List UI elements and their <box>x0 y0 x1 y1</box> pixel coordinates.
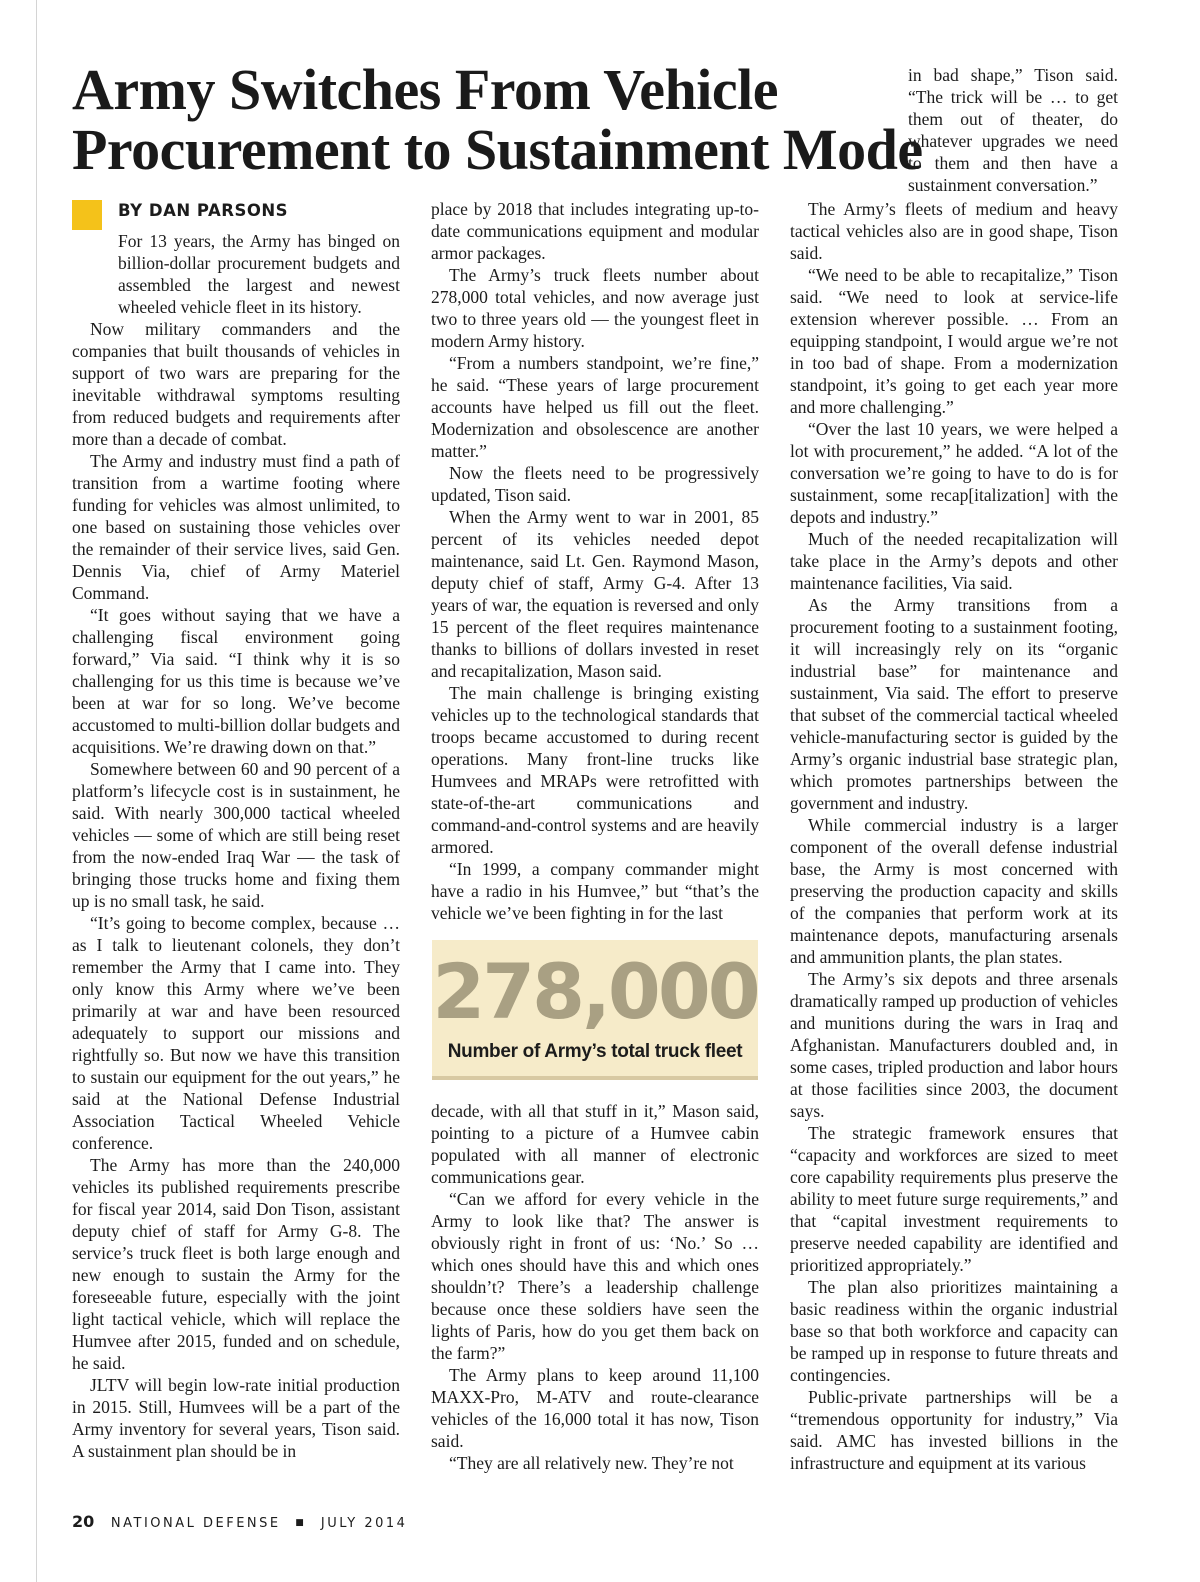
footer-separator: ■ <box>295 1518 307 1528</box>
paragraph: “It goes without saying that we have a challenging fiscal environment going forward,” Via said. “I think why it is so challenging for us this time is because we’ve been at war for so long. We’ve become accustomed to multi-billion dollar budgets and acquisitions. We’re drawing down on that.” <box>72 605 400 757</box>
callout-caption: Number of Army’s total truck fleet <box>447 1041 743 1062</box>
page-footer <box>72 1512 407 1531</box>
paragraph: While commercial industry is a larger component of the overall defense industrial base, the Army is most concerned with preserving the production capacity and skills of the companies that perform work at its maintenance depots, manufacturing arsenals and ammunition plants, the plan states. <box>790 815 1118 967</box>
paragraph: “They are all relatively new. They’re not <box>449 1453 734 1473</box>
headline-line-2: Procurement to Sustainment Mode <box>72 117 923 182</box>
issue-date: JULY 2014 <box>320 1516 408 1531</box>
paragraph: Now military commanders and the companies that built thousands of vehicles in support of two wars are preparing for the inevitable withdrawal symptoms resulting from reduced budgets and requirements after more than a decade of combat. <box>72 319 400 449</box>
page-number: 20 <box>72 1512 95 1531</box>
headline-line-1: Army Switches From Vehicle <box>72 57 778 122</box>
paragraph: The Army plans to keep around 11,100 MAXX-Pro, M-ATV and route-clearance vehicles of the 16,000 total it has now, Tison said. <box>431 1365 759 1451</box>
paragraph: When the Army went to war in 2001, 85 percent of its vehicles needed depot maintenance, said Lt. Gen. Raymond Mason, deputy chief of staff, Army G-4. After 13 years of war, the equation is reversed and only 15 percent of the fleet requires maintenance thanks to billions of dollars invested in reset and recapitalization, Mason said. <box>431 507 759 681</box>
paragraph: Much of the needed recapitalization will take place in the Army’s depots and other maintenance facilities, Via said. <box>790 529 1118 593</box>
paragraph-continued: place by 2018 that includes integrating up-to-date communications equipment and modular armor packages. <box>431 199 759 263</box>
paragraph-continued: decade, with all that stuff in it,” Mason said, pointing to a picture of a Humvee cabin populated with all manner of electronic communications gear. <box>431 1101 759 1187</box>
paragraph: The plan also prioritizes maintaining a basic readiness within the organic industrial base so that both workforce and capacity can be ramped up in response to future threats and contingencies. <box>790 1277 1118 1385</box>
paragraph: Now the fleets need to be progressively updated, Tison said. <box>431 463 759 505</box>
paragraph: “Can we afford for every vehicle in the Army to look like that? The answer is obviously right in front of us: ‘No.’ So … which ones should have this and which ones shouldn’t? There’s a leadership challenge because once these soldiers have seen the lights of Paris, how do you get them back on the farm?” <box>431 1189 759 1363</box>
byline-row <box>72 198 400 230</box>
publication-name: NATIONAL DEFENSE <box>110 1516 281 1531</box>
column-1 <box>72 198 400 1488</box>
byline-marker-square <box>72 200 102 230</box>
paragraph: The Army’s fleets of medium and heavy tactical vehicles also are in good shape, Tison said. <box>790 199 1118 263</box>
stat-callout-box <box>432 940 758 1080</box>
paragraph: The Army’s six depots and three arsenals dramatically ramped up production of vehicles and munitions during the wars in Iraq and Afghanistan. Manufacturers doubled and, in some cases, tripled production and labor hours at those facilities since 2003, the document says. <box>790 969 1118 1121</box>
paragraph: “From a numbers standpoint, we’re fine,” he said. “These years of large procurement accounts have helped us fill out the fleet. Modernization and obsolescence are another matter.” <box>431 353 759 461</box>
paragraph: “We need to be able to recapitalize,” Tison said. “We need to look at service-life extension wherever possible. … From an equipping standpoint, I would argue we’re not in too bad of shape. From a modernization standpoint, it’s going to get each year more and more challenging.” <box>790 265 1118 417</box>
paragraph: The strategic framework ensures that “capacity and workforces are sized to meet core capability requirements plus preserve the ability to meet future surge requirements,” and that “capital investment requirements to preserve needed capability are identified and prioritized appropriately.” <box>790 1123 1118 1275</box>
paragraph: Somewhere between 60 and 90 percent of a platform’s lifecycle cost is in sustainment, he said. With nearly 300,000 tactical wheeled vehicles — some of which are still being reset from the now-ended Iraq War — the task of bringing those trucks home and fixing them up is no small task, he said. <box>72 759 400 911</box>
paragraph: “Over the last 10 years, we were helped a lot with procurement,” he added. “A lot of the conversation we’re going to have to do is for sustainment, some recap[italization] with the depots and industry.” <box>790 419 1118 527</box>
column-2-lower <box>431 1100 759 1488</box>
byline: BY DAN PARSONS <box>118 201 289 220</box>
lead-paragraph: For 13 years, the Army has binged on billion-dollar procurement budgets and assembled the largest and newest wheeled vehicle fleet in its history. <box>118 231 400 317</box>
paragraph: As the Army transitions from a procurement footing to a sustainment footing, it will increasingly rely on its “organic industrial base” for maintenance and sustainment, Via said. The effort to preserve that subset of the commercial tactical wheeled vehicle-manufacturing sector is guided by the Army’s organic industrial base strategic plan, which promotes partnerships between the government and industry. <box>790 595 1118 813</box>
column-2-upper <box>431 198 759 928</box>
paragraph: “In 1999, a company commander might have a radio in his Humvee,” but “that’s the vehicle we’ve been fighting in for the last <box>431 859 759 923</box>
paragraph: The main challenge is bringing existing vehicles up to the technological standards that troops became accustomed to during recent operations. Many front-line trucks like Humvees and MRAPs were retrofitted with state-of-the-art communications and command-and-control systems and are heavily armored. <box>431 683 759 857</box>
paragraph: “It’s going to become complex, because … as I talk to lieutenant colonels, they don’t remember the Army that I came into. They only know this Army where we’ve been primarily at war and have been resourced adequately to support our missions and rightfully so. But now we have this transition to sustain our equipment for the out years,” he said at the National Defense Industrial Association Tactical Wheeled Vehicle conference. <box>72 913 400 1153</box>
paragraph: JLTV will begin low-rate initial production in 2015. Still, Humvees will be a part of the Army inventory for several years, Tison said. A sustainment plan should be in <box>72 1375 400 1461</box>
paragraph: The Army’s truck fleets number about 278,000 total vehicles, and now average just two to three years old — the youngest fleet in modern Army history. <box>431 265 759 351</box>
column-3 <box>790 198 1118 1488</box>
paragraph: The Army has more than the 240,000 vehicles its published requirements prescribe for fiscal year 2014, said Don Tison, assistant deputy chief of staff for Army G-8. The service’s truck fleet is both large enough and new enough to sustain the Army for the foreseeable future, especially with the joint light tactical vehicle, which will replace the Humvee after 2015, funded and on schedule, he said. <box>72 1155 400 1373</box>
page-edge-rule <box>36 0 37 1582</box>
paragraph: The Army and industry must find a path of transition from a wartime footing where funding for vehicles was almost unlimited, to one based on sustaining those vehicles over the remainder of their service lives, said Gen. Dennis Via, chief of Army Materiel Command. <box>72 451 400 603</box>
callout-number: 278,000 <box>432 947 758 1036</box>
article-headline <box>72 57 923 182</box>
paragraph: in bad shape,” Tison said. “The trick will be … to get them out of theater, do whatever upgrades we need to them and then have a sustainment conversation.” <box>908 65 1118 195</box>
column-3-top-continuation <box>908 64 1118 196</box>
paragraph: Public-private partnerships will be a “tremendous opportunity for industry,” Via said. AMC has invested billions in the infrastructure and equipment at its various <box>790 1387 1118 1473</box>
